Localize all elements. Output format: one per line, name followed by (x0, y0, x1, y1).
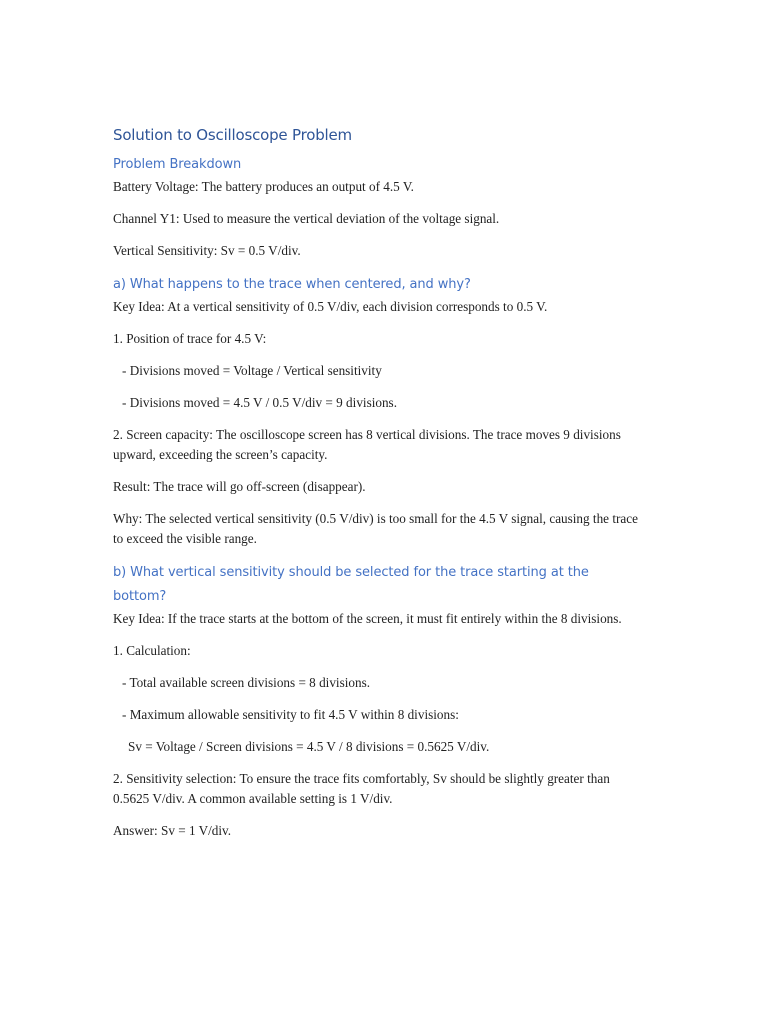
list-item-total-divisions: - Total available screen divisions = 8 divisions. (122, 675, 370, 690)
paragraph-calculation: 1. Calculation: (113, 643, 191, 658)
paragraph-result: Result: The trace will go off-screen (disappear). (113, 479, 366, 494)
paragraph-vertical-sensitivity: Vertical Sensitivity: Sv = 0.5 V/div. (113, 243, 301, 258)
section-heading-part-a: a) What happens to the trace when centered, and why? (113, 277, 471, 292)
paragraph-answer: Answer: Sv = 1 V/div. (113, 823, 232, 838)
paragraph-position-of-trace: 1. Position of trace for 4.5 V: (113, 331, 267, 346)
section-heading-part-b: b) What vertical sensitivity should be selected for the trace starting at the bottom? (113, 565, 589, 604)
formula-sv: Sv = Voltage / Screen divisions = 4.5 V / 8 divisions = 0.5625 V/div. (128, 739, 490, 754)
paragraph-sensitivity-selection: 2. Sensitivity selection: To ensure the trace fits comfortably, Sv should be slightly greater than 0.5625 V/div. A common available setting is 1 V/div. (113, 771, 610, 806)
paragraph-channel-y1: Channel Y1: Used to measure the vertical deviation of the voltage signal. (113, 211, 500, 226)
paragraph-battery-voltage: Battery Voltage: The battery produces an output of 4.5 V. (113, 179, 414, 194)
paragraph-why: Why: The selected vertical sensitivity (0.5 V/div) is too small for the 4.5 V signal, causing the trace to exceed the visible range. (113, 511, 638, 546)
paragraph-key-idea-a: Key Idea: At a vertical sensitivity of 0.5 V/div, each division corresponds to 0.5 V. (113, 299, 548, 314)
list-item-max-sensitivity: - Maximum allowable sensitivity to fit 4.5 V within 8 divisions: (122, 707, 459, 722)
paragraph-screen-capacity: 2. Screen capacity: The oscilloscope screen has 8 vertical divisions. The trace moves 9 divisions upward, exceeding the screen’s capacity. (113, 427, 621, 462)
document-body (113, 120, 643, 853)
section-heading-problem-breakdown: Problem Breakdown (113, 157, 242, 172)
paragraph-key-idea-b: Key Idea: If the trace starts at the bottom of the screen, it must fit entirely within the 8 divisions. (113, 611, 622, 626)
document-title: Solution to Oscilloscope Problem (113, 126, 352, 144)
list-item-divisions-formula: - Divisions moved = Voltage / Vertical sensitivity (122, 363, 382, 378)
list-item-divisions-result: - Divisions moved = 4.5 V / 0.5 V/div = 9 divisions. (122, 395, 397, 410)
